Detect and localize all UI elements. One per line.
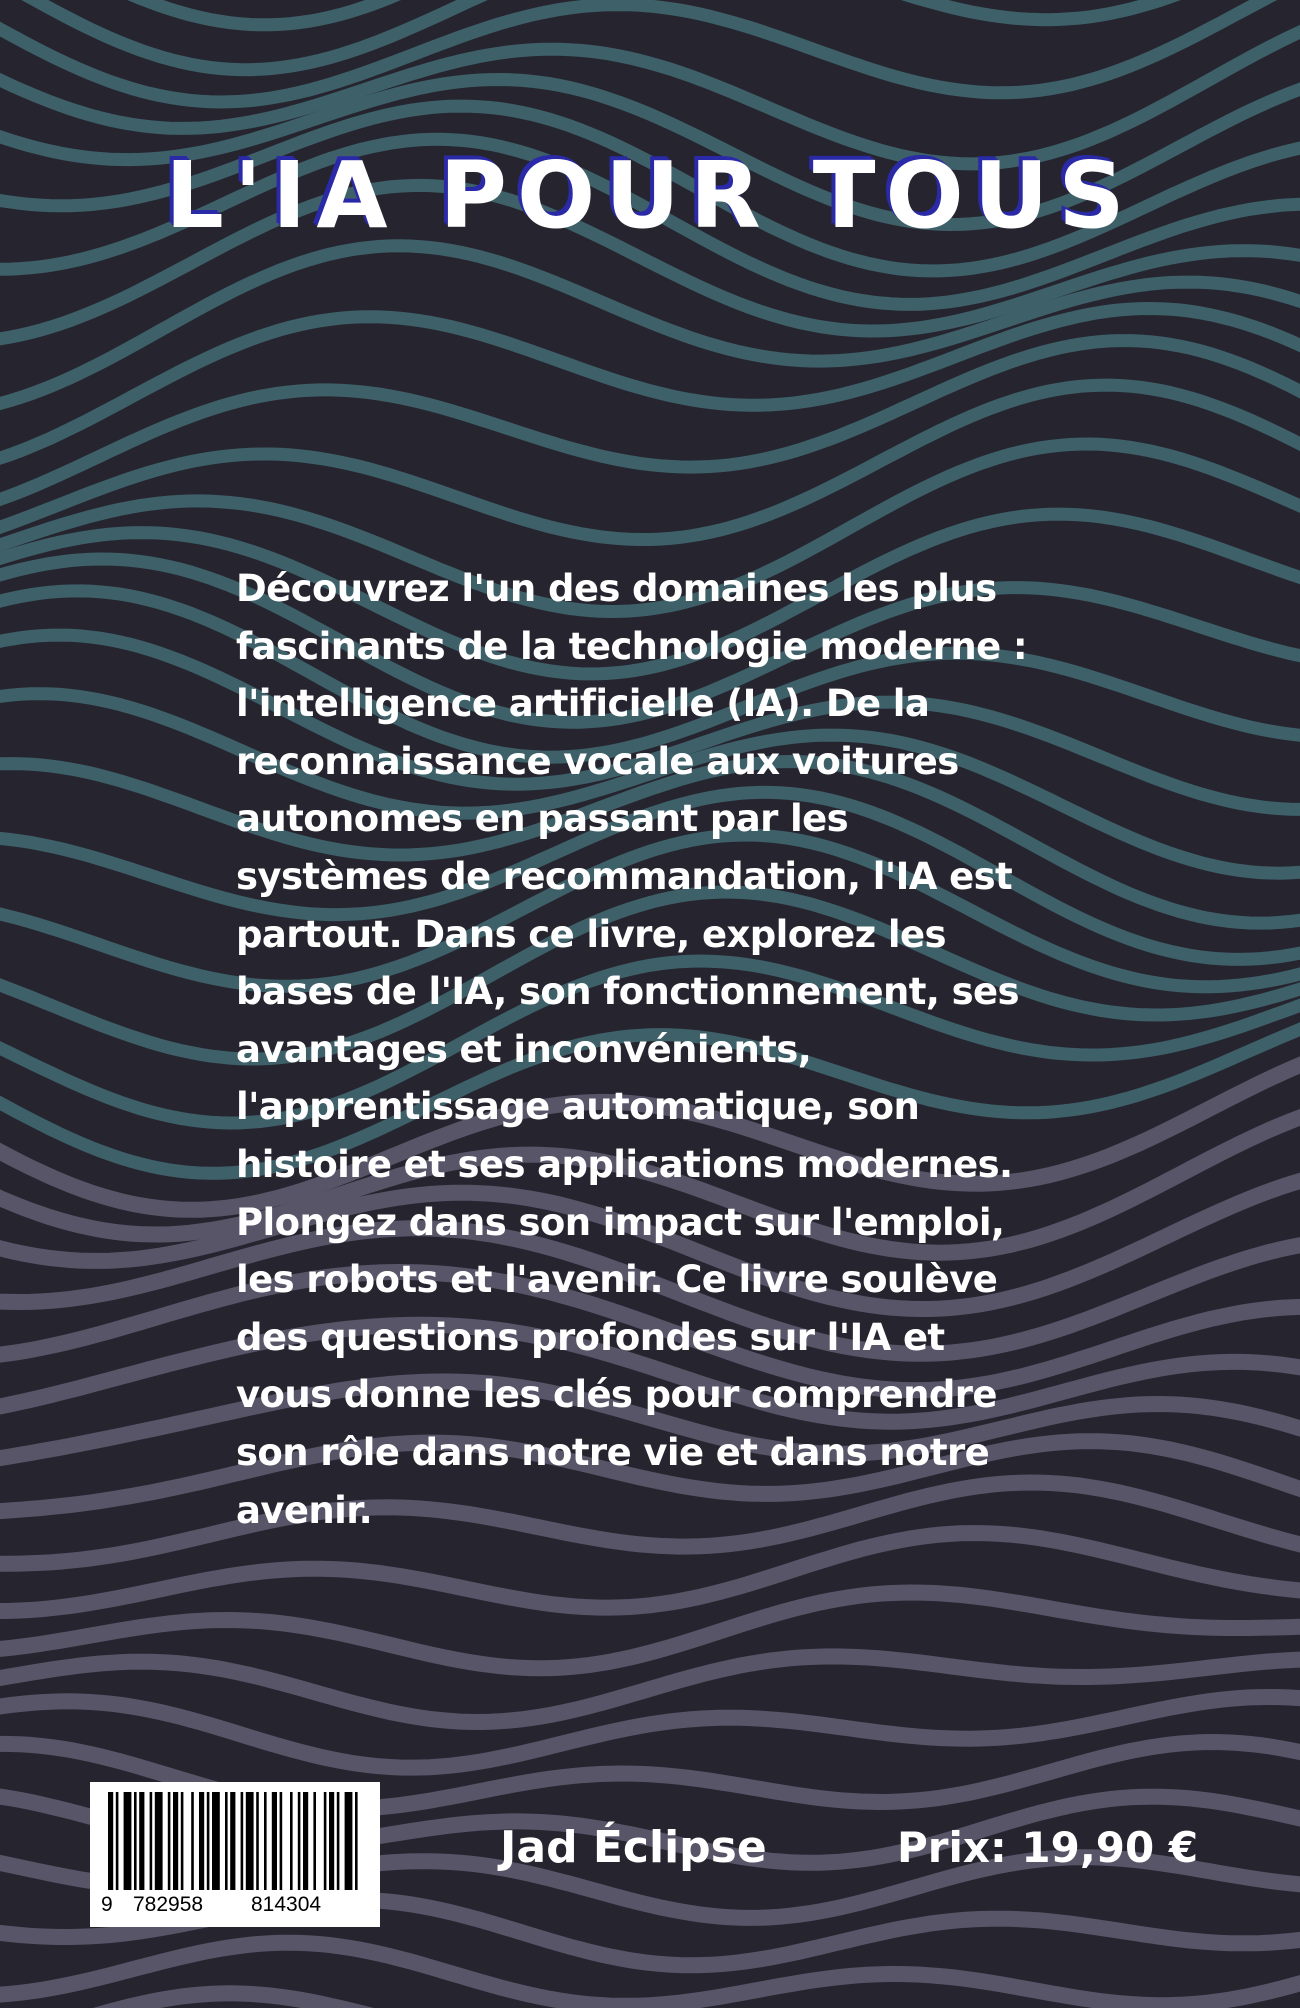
book-description — [236, 560, 1076, 1539]
isbn-left-group: 782958 — [130, 1894, 206, 1915]
barcode-bar — [181, 1792, 184, 1890]
isbn-barcode — [90, 1782, 380, 1927]
description-line: partout. Dans ce livre, explorez les — [236, 912, 946, 956]
description-line: histoire et ses applications modernes. — [236, 1142, 1013, 1186]
description-line: systèmes de recommandation, l'IA est — [236, 854, 1013, 898]
barcode-bar — [256, 1792, 259, 1890]
barcode-bar — [199, 1792, 204, 1890]
barcode-bar — [116, 1792, 119, 1890]
barcode-bar — [134, 1792, 137, 1890]
barcode-bar — [290, 1792, 293, 1890]
barcode-bar — [225, 1792, 228, 1890]
description-line: avantages et inconvénients, — [236, 1027, 812, 1071]
description-line: avenir. — [236, 1488, 373, 1532]
barcode-bar — [155, 1792, 163, 1890]
barcode-bar — [280, 1792, 283, 1890]
barcode-bar — [191, 1792, 194, 1890]
barcode-bar — [124, 1792, 132, 1890]
price-label: Prix: 19,90 € — [897, 1823, 1199, 1872]
description-line: reconnaissance vocale aux voitures — [236, 739, 959, 783]
book-title: L'IA POUR TOUS — [165, 142, 1135, 249]
barcode-bar — [230, 1792, 235, 1890]
isbn-first-digit: 9 — [98, 1894, 116, 1915]
description-line: fascinants de la technologie moderne : — [236, 624, 1028, 668]
barcode-bar — [264, 1792, 267, 1890]
description-line: Découvrez l'un des domaines les plus — [236, 567, 997, 610]
barcode-bar — [168, 1792, 171, 1890]
barcode-bar — [207, 1792, 210, 1890]
barcode-bar — [272, 1792, 277, 1890]
barcode-bar — [150, 1792, 153, 1890]
barcode-bar — [355, 1792, 358, 1890]
barcode-bar — [241, 1792, 244, 1890]
barcode-bar — [139, 1792, 144, 1890]
barcode-bar — [303, 1792, 308, 1890]
barcode-bar — [298, 1792, 301, 1890]
barcode-bar — [246, 1792, 254, 1890]
description-line: des questions profondes sur l'IA et — [236, 1315, 945, 1359]
description-line: bases de l'IA, son fonctionnement, ses — [236, 970, 1019, 1014]
isbn-right-group: 814304 — [248, 1894, 324, 1915]
description-line: Plongez dans son impact sur l'emploi, — [236, 1200, 1005, 1244]
barcode-bar — [313, 1792, 316, 1890]
description-line: vous donne les clés pour comprendre — [236, 1373, 997, 1417]
description-line: l'apprentissage automatique, son — [236, 1085, 920, 1129]
barcode-bar — [337, 1792, 340, 1890]
barcode-bar — [212, 1792, 220, 1890]
author-name: Jad Éclipse — [500, 1822, 767, 1873]
barcode-bar — [108, 1792, 113, 1890]
barcode-bar — [329, 1792, 334, 1890]
barcode-bar — [324, 1792, 327, 1890]
barcode-bar — [173, 1792, 178, 1890]
description-line: les robots et l'avenir. Ce livre soulève — [236, 1258, 998, 1302]
description-line: l'intelligence artificielle (IA). De la — [236, 682, 930, 726]
wave-line — [0, 1656, 1300, 1722]
description-line: autonomes en passant par les — [236, 797, 849, 841]
description-line: son rôle dans notre vie et dans notre — [236, 1430, 990, 1474]
barcode-bar — [345, 1792, 353, 1890]
